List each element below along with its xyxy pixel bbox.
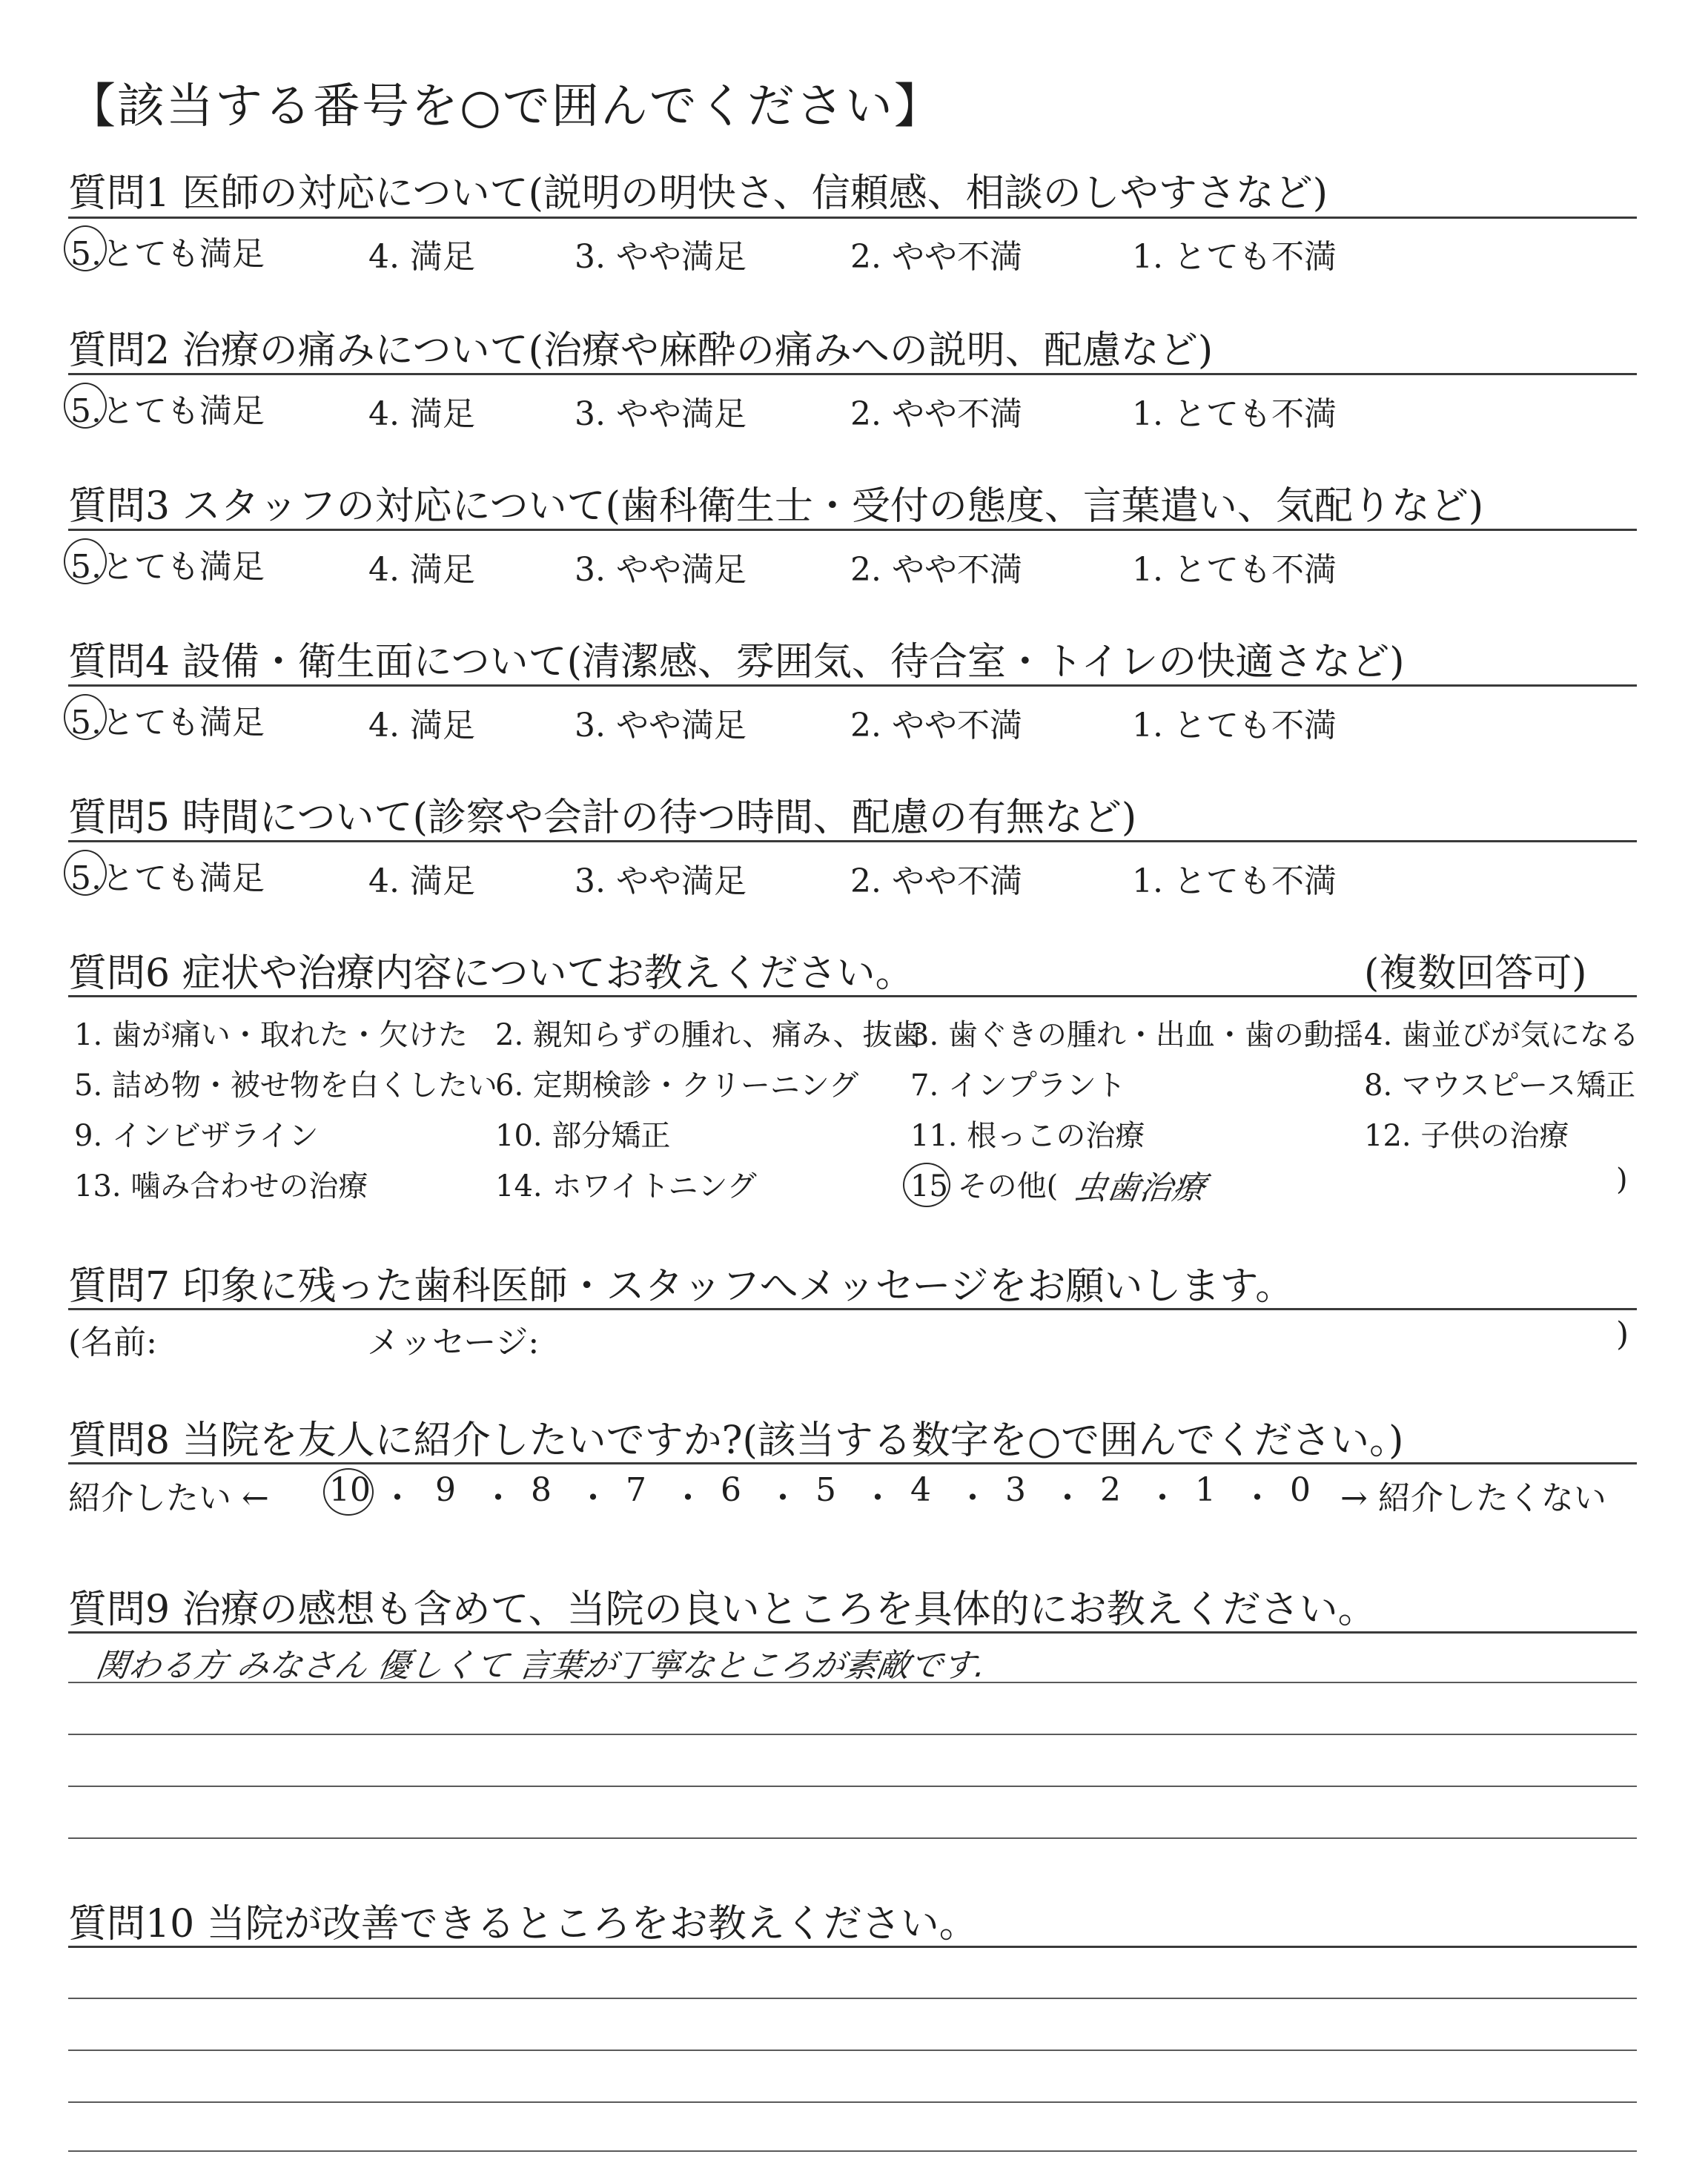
question-4-title: 質問4 設備・衛生面について(清潔感、雰囲気、待合室・トイレの快適さなど): [68, 640, 1405, 684]
q3-option-3[interactable]: 3. やや満足: [575, 551, 747, 589]
q6-option-15[interactable]: 15 その他(: [910, 1169, 1059, 1203]
q8-scale-dot: ・: [1051, 1479, 1084, 1517]
q1-selected-circle: [64, 225, 107, 271]
q1-option-1[interactable]: 1. とても不満: [1132, 238, 1337, 276]
q8-left-label: 紹介したい ←: [68, 1479, 269, 1517]
q1-option-4[interactable]: 4. 満足: [368, 238, 475, 276]
question-6-note: (複数回答可): [1364, 951, 1587, 996]
q8-scale-dot: ・: [672, 1479, 704, 1517]
question-7-title: 質問7 印象に残った歯科医師・スタッフへメッセージをお願いします。: [68, 1264, 1294, 1309]
q6-option-8[interactable]: 8. マウスピース矯正: [1364, 1069, 1636, 1103]
question-6-title: 質問6 症状や治療内容についてお教えください。: [68, 951, 914, 996]
q3-option-5[interactable]: 5.とても満足: [70, 548, 265, 586]
q6-option-6[interactable]: 6. 定期検診・クリーニング: [495, 1069, 859, 1103]
q8-scale-dot: ・: [1241, 1479, 1274, 1517]
q8-right-label: → 紹介したくない: [1340, 1479, 1606, 1517]
q8-scale-7[interactable]: 7: [626, 1471, 646, 1509]
q8-scale-6[interactable]: 6: [721, 1471, 741, 1509]
q8-scale-dot: ・: [482, 1479, 514, 1517]
q10-answer-line: [68, 2101, 1637, 2103]
question-8-rule: [68, 1462, 1637, 1464]
q2-option-2[interactable]: 2. やや不満: [850, 395, 1022, 433]
q8-scale-3[interactable]: 3: [1005, 1471, 1026, 1509]
question-9-title: 質問9 治療の感想も含めて、当院の良いところを具体的にお教えください。: [68, 1588, 1377, 1632]
q6-option-15-circle: [903, 1163, 950, 1207]
q6-option-4[interactable]: 4. 歯並びが気になる: [1364, 1018, 1639, 1052]
q1-option-5[interactable]: 5.とても満足: [70, 235, 265, 273]
q8-scale-2[interactable]: 2: [1100, 1471, 1121, 1509]
q2-option-1[interactable]: 1. とても不満: [1132, 395, 1337, 433]
q7-close-paren: ): [1616, 1315, 1629, 1353]
q4-option-2[interactable]: 2. やや不満: [850, 707, 1022, 744]
q6-option-5[interactable]: 5. 詰め物・被せ物を白くしたい: [74, 1069, 497, 1103]
q5-option-5[interactable]: 5.とても満足: [70, 859, 265, 897]
question-8-title: 質問8 当院を友人に紹介したいですか?(該当する数字を○で囲んでください。): [68, 1418, 1404, 1463]
q2-option-3[interactable]: 3. やや満足: [575, 395, 747, 433]
q9-answer-line: [68, 1786, 1637, 1787]
q8-scale-0[interactable]: 0: [1290, 1471, 1311, 1509]
question-7-rule: [68, 1308, 1637, 1310]
q7-message-label: メッセージ:: [367, 1324, 540, 1361]
q5-option-2[interactable]: 2. やや不満: [850, 862, 1022, 900]
q3-selected-circle: [64, 538, 107, 584]
q8-scale-10[interactable]: 10: [329, 1471, 371, 1509]
q2-option-5[interactable]: 5.とても満足: [70, 392, 265, 430]
q5-option-1[interactable]: 1. とても不満: [1132, 862, 1337, 900]
q8-scale-1[interactable]: 1: [1195, 1471, 1216, 1509]
q2-option-4[interactable]: 4. 満足: [368, 395, 475, 433]
q1-option-3[interactable]: 3. やや満足: [575, 238, 747, 276]
q6-option-14[interactable]: 14. ホワイトニング: [495, 1169, 757, 1203]
q6-option-9[interactable]: 9. インビザライン: [74, 1119, 319, 1153]
q9-answer-line: [68, 1682, 1637, 1683]
question-10-rule: [68, 1946, 1637, 1948]
q8-scale-9[interactable]: 9: [435, 1471, 456, 1509]
q8-scale-dot: ・: [381, 1479, 414, 1517]
question-4-rule: [68, 684, 1637, 687]
question-1-title: 質問1 医師の対応について(説明の明快さ、信頼感、相談のしやすさなど): [68, 171, 1328, 216]
q3-option-1[interactable]: 1. とても不満: [1132, 551, 1337, 589]
q4-option-4[interactable]: 4. 満足: [368, 707, 475, 744]
q6-option-2[interactable]: 2. 親知らずの腫れ、痛み、抜歯: [495, 1018, 922, 1052]
q6-option-7[interactable]: 7. インプラント: [910, 1069, 1126, 1103]
question-5-title: 質問5 時間について(診察や会計の待つ時間、配慮の有無など): [68, 796, 1137, 840]
question-9-rule: [68, 1631, 1637, 1634]
question-10-title: 質問10 当院が改善できるところをお教えください。: [68, 1902, 978, 1946]
question-1-rule: [68, 217, 1637, 219]
q9-handwritten-answer[interactable]: 関わる方 みなさん 優しくて 言葉が丁寧なところが素敵です.: [93, 1647, 988, 1685]
q8-scale-dot: ・: [577, 1479, 609, 1517]
q6-option-13[interactable]: 13. 噛み合わせの治療: [74, 1169, 368, 1203]
q6-option-10[interactable]: 10. 部分矯正: [495, 1119, 671, 1153]
q8-selected-circle: [323, 1468, 374, 1516]
q1-option-2[interactable]: 2. やや不満: [850, 238, 1022, 276]
q8-scale-dot: ・: [1146, 1479, 1179, 1517]
q4-selected-circle: [64, 694, 107, 740]
form-title: 【該当する番号を○で囲んでください】: [68, 79, 943, 134]
q7-name-label: (名前:: [68, 1324, 157, 1361]
question-3-rule: [68, 529, 1637, 531]
q5-option-3[interactable]: 3. やや満足: [575, 862, 747, 900]
q5-option-4[interactable]: 4. 満足: [368, 862, 475, 900]
q10-answer-line: [68, 1998, 1637, 1999]
q8-scale-8[interactable]: 8: [531, 1471, 552, 1509]
question-2-rule: [68, 373, 1637, 375]
q6-option-3[interactable]: 3. 歯ぐきの腫れ・出血・歯の動揺: [910, 1018, 1363, 1052]
q3-option-2[interactable]: 2. やや不満: [850, 551, 1022, 589]
q8-scale-dot: ・: [767, 1479, 799, 1517]
q6-other-handwritten[interactable]: 虫歯治療: [1071, 1169, 1208, 1207]
q10-answer-line: [68, 2050, 1637, 2051]
q6-option-1[interactable]: 1. 歯が痛い・取れた・欠けた: [74, 1018, 468, 1052]
q2-selected-circle: [64, 383, 107, 429]
q3-option-4[interactable]: 4. 満足: [368, 551, 475, 589]
q8-scale-5[interactable]: 5: [815, 1471, 836, 1509]
q4-option-5[interactable]: 5.とても満足: [70, 704, 265, 742]
q5-selected-circle: [64, 850, 107, 896]
q4-option-1[interactable]: 1. とても不満: [1132, 707, 1337, 744]
question-2-title: 質問2 治療の痛みについて(治療や麻酔の痛みへの説明、配慮など): [68, 328, 1214, 373]
q8-scale-4[interactable]: 4: [910, 1471, 931, 1509]
q10-answer-line: [68, 2150, 1637, 2152]
q9-answer-line: [68, 1734, 1637, 1735]
question-5-rule: [68, 840, 1637, 842]
question-3-title: 質問3 スタッフの対応について(歯科衛生士・受付の態度、言葉遣い、気配りなど): [68, 484, 1484, 529]
q4-option-3[interactable]: 3. やや満足: [575, 707, 747, 744]
question-6-rule: [68, 995, 1637, 997]
q9-answer-line: [68, 1837, 1637, 1839]
q6-option-12[interactable]: 12. 子供の治療: [1364, 1119, 1569, 1153]
q8-scale-dot: ・: [956, 1479, 989, 1517]
q6-option-11[interactable]: 11. 根っこの治療: [910, 1119, 1145, 1153]
q6-other-close-paren: ): [1616, 1163, 1628, 1197]
q8-scale-dot: ・: [861, 1479, 894, 1517]
